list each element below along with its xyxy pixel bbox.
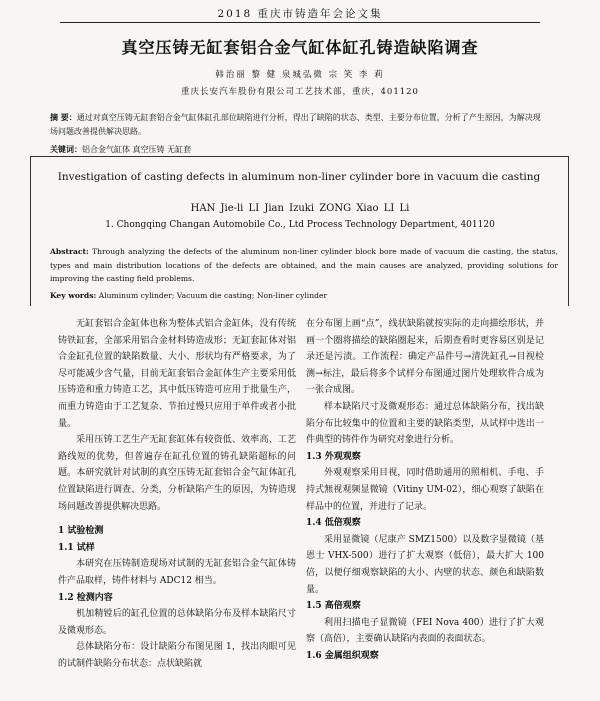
running-header: 2018 重庆市铸造年会论文集	[217, 8, 383, 20]
abstract-en-label: Abstract:	[50, 247, 89, 256]
keywords-en	[50, 291, 558, 300]
paragraph: 机加精镗后的缸孔位置的总体缺陷分布及样本缺陷尺寸及微观形态。	[58, 609, 296, 636]
subsection-heading: 1.4 低倍观察	[306, 518, 361, 529]
paragraph: 利用扫描电子显微镜（FEI Nova 400）进行了扩大观察（高倍），主要确认缺陷内表面的表面状态。	[306, 617, 544, 645]
english-block-right-rule	[568, 156, 569, 306]
abstract-cn-label: 摘 要：	[50, 112, 77, 122]
authors-en: HAN Jie-li LI Jian Izuki ZONG Xiao LI Li	[190, 203, 410, 214]
authors-cn: 韩治丽 黎 健 泉城弘微 宗 笑 李 莉	[215, 70, 385, 80]
abstract-en-text: Through analyzing the defects of the aluminum non-liner cylinder block bore made of vacuum die casting, the status, types and main distribution locations of the defects are obtained, and the main causes are analyzed, providing solutions for improving the casting field problems.	[50, 247, 558, 283]
paragraph: 采用显微镜（尼康产 SMZ1500）以及数字显微镜（基恩士 VHX-500）进行了扩大观察（低倍），最大扩大 100 倍，以便仔细观察缺陷的大小、内壁的状态、颜色和缺陷数量。	[306, 534, 544, 595]
section-heading: 1 试验检测	[58, 526, 104, 537]
subsection-heading: 1.6 金属组织观察	[306, 650, 379, 661]
paper-title-en: Investigation of casting defects in aluminum non-liner cylinder bore in vacuum die casting	[57, 171, 541, 183]
abstract-en	[50, 245, 558, 286]
paragraph: 总体缺陷分布：设计缺陷分布图见图 1，找出肉眼可见的试制件缺陷分布状态：点状缺陷就	[58, 642, 296, 669]
paragraph: 无缸套铝合金缸体也称为整体式铝合金缸体，没有传统铸铁缸套，全部采用铝合金材料铸造成形；无缸套缸体对铝合金缸孔位置的缺陷数量、大小、形状均有严格要求，为了尽可能减少含气量，目前无缸套铝合金缸体生产主要采用低压铸造和重力铸造工艺，其中低压铸造可应用于批量生产，而重力铸造由于工艺复杂、节拍过慢只应用于单件或者小批量。	[58, 319, 296, 429]
keywords-cn	[50, 144, 548, 155]
body-right-column	[306, 316, 544, 664]
paragraph: 本研究在压铸制造现场对试制的无缸套铝合金气缸体铸件产品取样，铸件材料与 ADC12 相当。	[58, 559, 296, 586]
keywords-cn-text: 铝合金气缸体 真空压铸 无缸套	[82, 145, 192, 154]
subsection-heading: 1.5 高倍观察	[306, 601, 361, 612]
english-block-top-rule	[30, 156, 568, 157]
keywords-cn-label: 关键词：	[50, 144, 82, 154]
paragraph: 在分布图上画“点”，线状缺陷就按实际的走向描绘形状，并画一个圈将描绘的缺陷圈起来，后期查看时更容易区别是记录还是污渍。工作流程：确定产品件号→清洗缸孔→目视检测→标注，最后将多个试样分布图通过图片处理软件合成为一张合成图。	[306, 319, 544, 396]
abstract-cn	[50, 110, 548, 139]
paragraph: 采用压铸工艺生产无缸套缸体有较资低、效率高、工艺路线短的优势，但普遍存在缸孔位置的铸孔缺陷超标的问题。本研究就针对试制的真空压铸无缸套铝合金气缸体缸孔位置缺陷进行调查、分类，分析缺陷产生的原因，为铸造现场问题改善提供解决思路。	[58, 435, 296, 512]
subsection-heading: 1.2 检测内容	[58, 592, 113, 603]
affiliation-cn: 重庆长安汽车股份有限公司工艺技术部，重庆，401120	[181, 87, 419, 97]
body-left-column	[58, 316, 296, 672]
keywords-en-text: Aluminum cylinder; Vacuum die casting; Non-liner cylinder	[98, 291, 328, 300]
paper-title-cn: 真空压铸无缸套铝合金气缸体缸孔铸造缺陷调查	[121, 38, 479, 57]
header-rule	[60, 22, 540, 23]
paragraph: 外观观察采用目视，同时借助通用的照相机、手电、手持式無视观频显微镜（Vitiny UM-02），细心观察了缺陷在样品中的位置，并进行了记录。	[306, 468, 544, 512]
abstract-cn-text: 通过对真空压铸无缸套铝合金气缸体缸孔部位缺陷进行分析，得出了缺陷的状态、类型、主要分布位置，分析了产生原因，为解决现场问题改善提供解决思路。	[50, 113, 541, 136]
subsection-heading: 1.3 外观观察	[306, 451, 361, 462]
keywords-en-label: Key words:	[50, 291, 97, 300]
paragraph: 样本缺陷尺寸及微观形态：通过总体缺陷分布，找出缺陷分布比较集中的位置和主要的缺陷类型，从试样中选出一件典型的铸件作为研究对象进行分析。	[306, 401, 544, 446]
subsection-heading: 1.1 试样	[58, 542, 95, 553]
affiliation-en: 1. Chongqing Changan Automobile Co., Ltd Process Technology Department, 401120	[105, 220, 495, 230]
